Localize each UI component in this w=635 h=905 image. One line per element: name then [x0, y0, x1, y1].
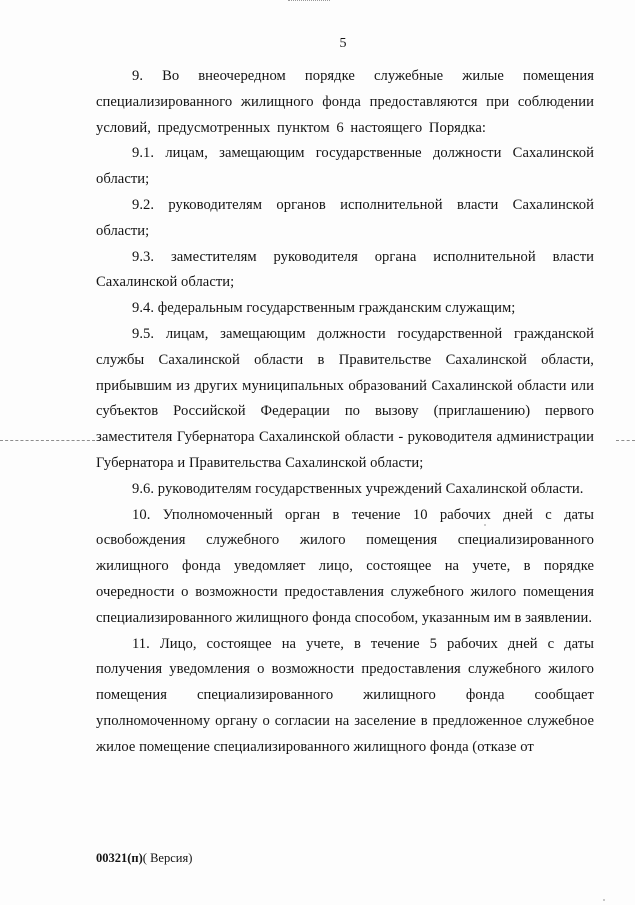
scan-margin-line-right	[616, 440, 635, 441]
scan-speck	[484, 524, 486, 526]
paragraph-9-1: 9.1. лицам, замещающим государственные должности Сахалинской области;	[96, 145, 594, 188]
scan-margin-line-left	[0, 440, 95, 441]
paragraph-11: 11. Лицо, состоящее на учете, в течение 5 рабочих дней с даты получения уведомления о возможности предоставления служебного жилого помещения специализированного жилищного фонда сообщает уполномоченному органу о согласии на заселение в предложенное служебное жилое помещение специализированного жилищного фонда (отказе от	[96, 635, 594, 755]
paragraph-9-5: 9.5. лицам, замещающим должности государственной гражданской службы Сахалинской области в Правительстве Сахалинской области, прибывшим из других муниципальных образований Сахалинской области или субъектов Российской Федерации по вызову (приглашению) первого заместителя Губернатора Сахалинской области - руководителя администрации Губернатора и Правительства Сахалинской области;	[96, 325, 594, 471]
paragraph-9-6: 9.6. руководителям государственных учреждений Сахалинской области.	[132, 480, 584, 497]
footer-document-code: 00321(п)	[96, 851, 143, 865]
footer	[96, 851, 192, 866]
paragraph-9-3: 9.3. заместителям руководителя органа исполнительной власти Сахалинской области;	[96, 248, 594, 291]
paragraph-9-4: 9.4. федеральным государственным гражданским служащим;	[132, 300, 516, 317]
paragraph-10: 10. Уполномоченный орган в течение 10 рабочих дней с даты освобождения служебного жилого помещения специализированного жилищного фонда уведомляет лицо, состоящее на учете, в порядке очередности о возможности предоставления служебного жилого помещения специализированного жилищного фонда способом, указанным им в заявлении.	[96, 506, 594, 626]
document-body	[96, 64, 594, 761]
paragraph-9-2: 9.2. руководителям органов исполнительной власти Сахалинской области;	[96, 196, 594, 239]
page-number: 5	[339, 36, 347, 51]
footer-version: ( Версия)	[142, 851, 193, 865]
scan-speck	[603, 899, 605, 901]
paragraph-9: 9. Во внеочередном порядке служебные жилые помещения специализированного жилищного фонда предоставляются при соблюдении условий, предусмотренных пунктом 6 настоящего Порядка:	[96, 68, 594, 136]
scan-edge-mark	[288, 0, 330, 3]
